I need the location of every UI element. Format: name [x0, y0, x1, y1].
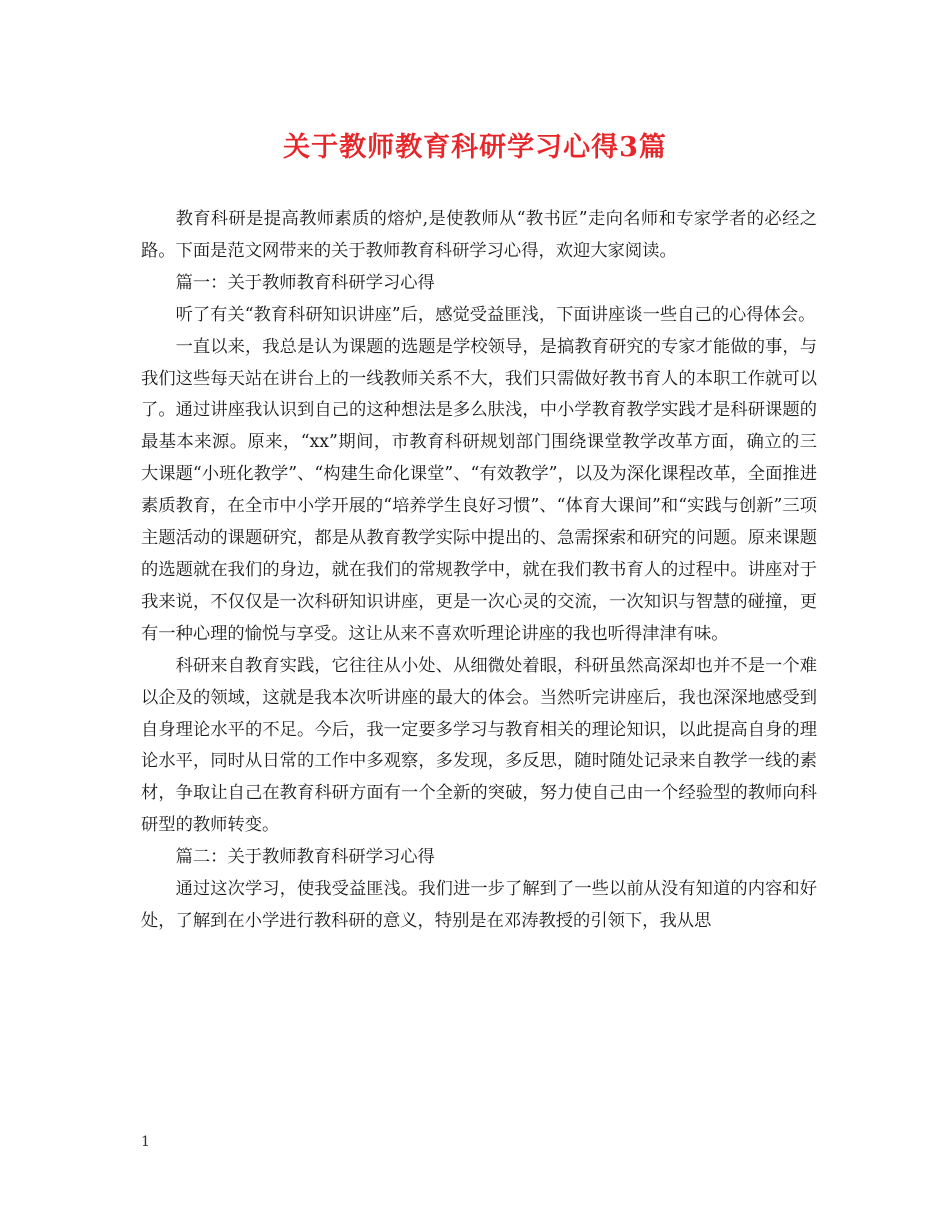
section-heading-1: 篇一：关于教师教育科研学习心得: [175, 272, 435, 293]
body-paragraph: 一直以来，我总是认为课题的选题是学校领导，是搞教育研究的专家才能做的事，与我们这些每天站在讲台上的一线教师关系不大，我们只需做好教书育人的本职工作就可以了。通过讲座我认识到自己的这种想法是多么肤浅，中小学教育教学实践才是科研课题的最基本来源。原来，“xx”期间，市教育科研规划部门围绕课堂教学改革方面，确立的三大课题“小班化教学”、“构建生命化课堂”、“有效教学”，以及为深化课程改革，全面推进素质教育，在全市中小学开展的“培养学生良好习惯”、“体育大课间”和“实践与创新”三项主题活动的课题研究，都是从教育教学实际中提出的、急需探索和研究的问题。原来课题的选题就在我们的身边，就在我们的常规教学中，就在我们教书育人的过程中。讲座对于我来说，不仅仅是一次科研知识讲座，更是一次心灵的交流，一次知识与智慧的碰撞，更有一种心理的愉悦与享受。这让从来不喜欢听理论讲座的我也听得津津有味。: [141, 336, 817, 644]
section-heading-2: 篇二：关于教师教育科研学习心得: [175, 847, 435, 868]
body-paragraph: 听了有关“教育科研知识讲座”后，感觉受益匪浅，下面讲座谈一些自己的心得体会。: [175, 304, 816, 325]
document-title: 关于教师教育科研学习心得3篇: [283, 132, 667, 163]
intro-paragraph: 教育科研是提高教师素质的熔炉,是使教师从“教书匠”走向名师和专家学者的必经之路。下面是范文网带来的关于教师教育科研学习心得，欢迎大家阅读。: [141, 209, 817, 261]
document-body: [141, 204, 817, 938]
page-number: 1: [141, 1134, 150, 1150]
body-paragraph: 科研来自教育实践，它往往从小处、从细微处着眼，科研虽然高深却也并不是一个难以企及的领域，这就是我本次听讲座的最大的体会。当然听完讲座后，我也深深地感受到自身理论水平的不足。今后，我一定要多学习与教育相关的理论知识，以此提高自身的理论水平，同时从日常的工作中多观察，多发现，多反思，随时随处记录来自教学一线的素材，争取让自己在教育科研方面有一个全新的突破，努力使自己由一个经验型的教师向科研型的教师转变。: [141, 655, 817, 836]
body-paragraph: 通过这次学习，使我受益匪浅。我们进一步了解到了一些以前从没有知道的内容和好处，了解到在小学进行教科研的意义，特别是在邓涛教授的引领下，我从思: [141, 879, 817, 931]
